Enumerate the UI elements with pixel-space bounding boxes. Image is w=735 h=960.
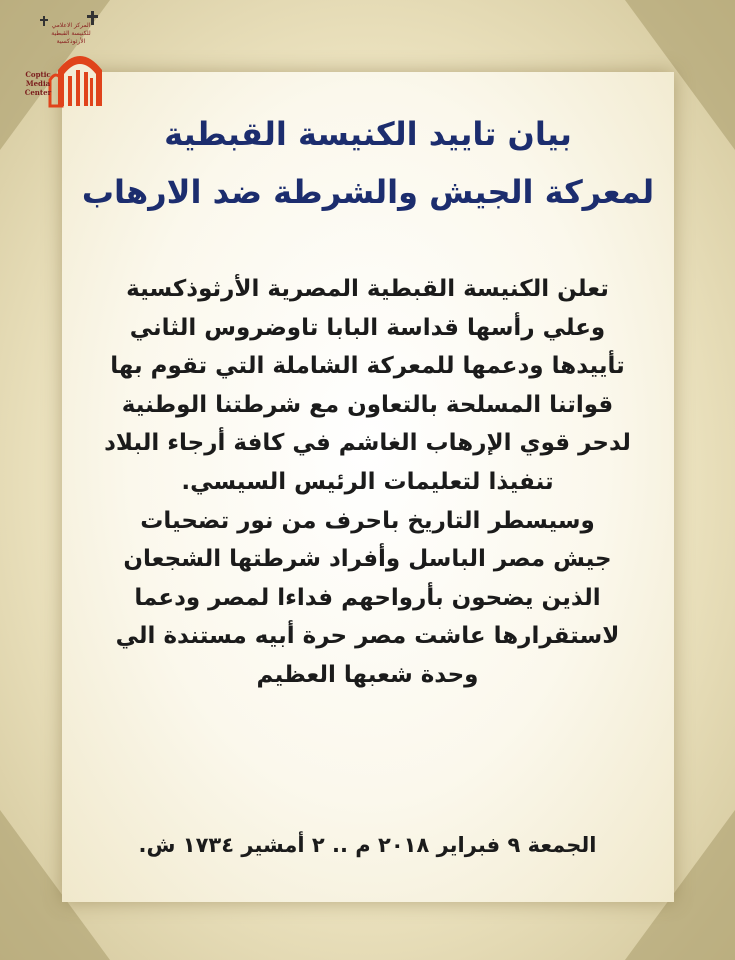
logo-arabic-line-2: للكنيسة القبطية الأرثوذكسية (51, 30, 91, 45)
title-line: لمعركة الجيش والشرطة ضد الارهاب (81, 173, 655, 211)
logo-arabic-line-1: المركز الاعلامي (51, 22, 91, 29)
body-line: الذين يضحون بأرواحهم فداءا لمصر ودعما (134, 584, 601, 611)
statement-title (62, 105, 674, 221)
logo-english-line-1: Coptic (25, 70, 51, 79)
logo-english-line-3: Center (24, 88, 52, 97)
logo-english-line-2: Media (25, 79, 51, 88)
body-line: تأييدها ودعمها للمعركة الشاملة التي تقوم بها (110, 353, 625, 380)
body-line: جيش مصر الباسل وأفراد شرطتها الشجعان (123, 546, 612, 573)
logo-arabic-text (36, 22, 106, 46)
body-line: وحدة شعبها العظيم (256, 661, 479, 688)
body-line: وعلي رأسها قداسة البابا تاوضروس الثاني (129, 314, 606, 341)
title-line: بيان تاييد الكنيسة القبطية (164, 115, 572, 153)
body-line: وسيسطر التاريخ باحرف من نور تضحيات (140, 507, 595, 534)
body-line: تعلن الكنيسة القبطية المصرية الأرثوذكسية (126, 276, 609, 302)
statement-body (90, 270, 645, 695)
statement-date: الجمعة ٩ فبراير ٢٠١٨ م .. ٢ أمشير ١٧٣٤ ش. (138, 833, 597, 857)
body-line: لاستقرارها عاشت مصر حرة أبيه مستندة الي (115, 623, 620, 650)
body-line: لدحر قوي الإرهاب الغاشم في كافة أرجاء البلاد (104, 430, 631, 457)
body-line: قواتنا المسلحة بالتعاون مع شرطتنا الوطنية (121, 391, 614, 418)
coptic-media-center-logo (10, 8, 110, 108)
body-line: تنفيذا لتعليمات الرئيس السيسي. (181, 468, 554, 495)
logo-english-text (18, 70, 58, 97)
